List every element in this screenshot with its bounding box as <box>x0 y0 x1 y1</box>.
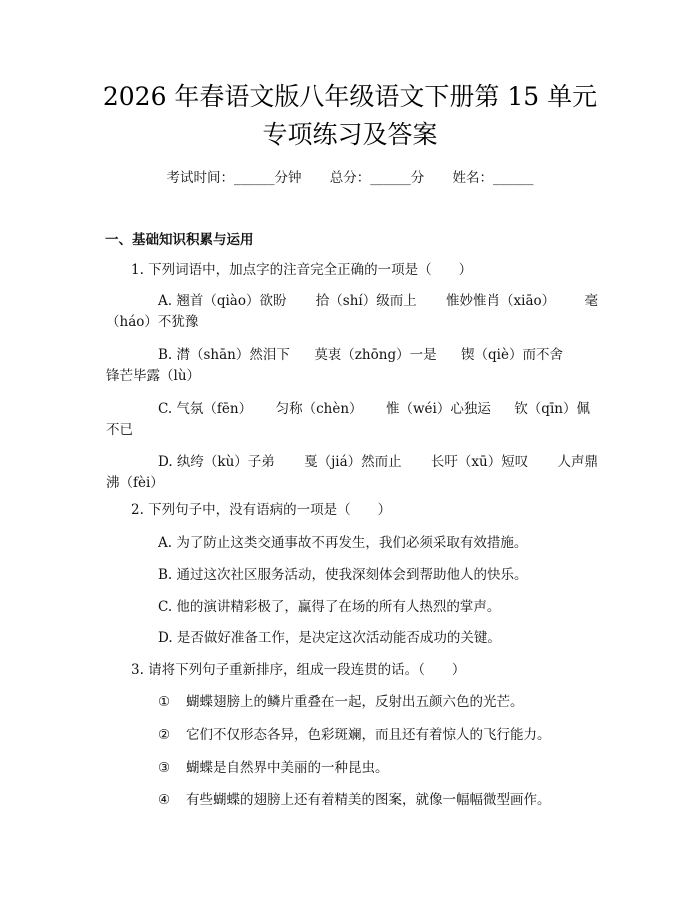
q2-option-d: D. 是否做好准备工作，是决定这次活动能否成功的关键。 <box>158 630 501 646</box>
question-3-stem: 3. 请将下列句子重新排序，组成一段连贯的话。（ ） <box>131 662 466 678</box>
exam-time-field: 考试时间：______分钟 <box>166 170 302 186</box>
q3-sentence-number: ④ <box>158 792 171 808</box>
q3-sentence-number: ① <box>158 694 171 710</box>
q1-a-item: 毫 <box>584 293 598 309</box>
q1-option-a <box>158 291 598 311</box>
q1-option-b <box>158 345 563 365</box>
section-title: 一、基础知识积累与运用 <box>105 232 254 248</box>
q1-c-item: 钦（qīn）佩 <box>514 401 590 417</box>
q3-sentence-text: 蝴蝶是自然界中美丽的一种昆虫。 <box>186 760 389 776</box>
q1-option-b-continued: 锋芒毕露（lù） <box>106 368 201 384</box>
q1-d-item: 戛（jiá）然而止 <box>304 454 402 470</box>
q3-sentence-text: 它们不仅形态各异，色彩斑斓，而且还有着惊人的飞行能力。 <box>186 727 551 743</box>
q3-sentence-number: ② <box>158 727 171 743</box>
q1-d-item: 人声鼎 <box>557 454 598 470</box>
q3-sentence-text: 蝴蝶翅膀上的鳞片重叠在一起，反射出五颜六色的光芒。 <box>186 694 524 710</box>
question-2-stem: 2. 下列句子中，没有语病的一项是（ ） <box>131 502 392 518</box>
q1-c-item: 匀称（chèn） <box>275 401 363 417</box>
q1-d-item: D. 纨绔（kù）子弟 <box>158 454 275 470</box>
q3-sentence-number: ③ <box>158 760 171 776</box>
q1-a-item: A. 翘首（qiào）欲盼 <box>158 293 287 309</box>
q1-option-c <box>158 399 590 419</box>
q2-option-c: C. 他的演讲精彩极了，赢得了在场的所有人热烈的掌声。 <box>158 599 501 615</box>
exam-name-field: 姓名：______ <box>452 170 534 186</box>
q1-b-item: 锲（qiè）而不舍 <box>461 347 563 363</box>
q1-c-item: C. 气氛（fēn） <box>158 401 253 417</box>
q1-a-item: 拾（shí）级而上 <box>315 293 417 309</box>
q1-d-item: 长吁（xū）短叹 <box>430 454 529 470</box>
question-1-stem: 1. 下列词语中，加点字的注音完全正确的一项是（ ） <box>131 262 473 278</box>
q3-sentence-text: 有些蝴蝶的翅膀上还有着精美的图案，就像一幅幅微型画作。 <box>186 792 551 808</box>
q1-b-item: B. 潸（shān）然泪下 <box>158 347 290 363</box>
exam-score-field: 总分：______分 <box>329 170 425 186</box>
exam-info <box>0 168 700 188</box>
q1-option-d-continued: 沸（fèi） <box>106 475 164 491</box>
q1-option-d <box>158 452 598 472</box>
q2-option-a: A. 为了防止这类交通事故不再发生，我们必须采取有效措施。 <box>158 535 528 551</box>
q1-a-item: 惟妙惟肖（xiāo） <box>446 293 556 309</box>
q1-c-item: 惟（wéi）心独运 <box>385 401 491 417</box>
q1-option-a-continued: （háo）不犹豫 <box>106 314 199 330</box>
document-title-line1: 2026 年春语文版八年级语文下册第 15 单元 <box>102 82 598 111</box>
q2-option-b: B. 通过这次社区服务活动，使我深刻体会到帮助他人的快乐。 <box>158 567 528 583</box>
q1-b-item: 莫衷（zhōng）一是 <box>314 347 437 363</box>
q1-option-c-continued: 不已 <box>106 422 133 438</box>
document-title-line2: 专项练习及答案 <box>262 120 438 149</box>
